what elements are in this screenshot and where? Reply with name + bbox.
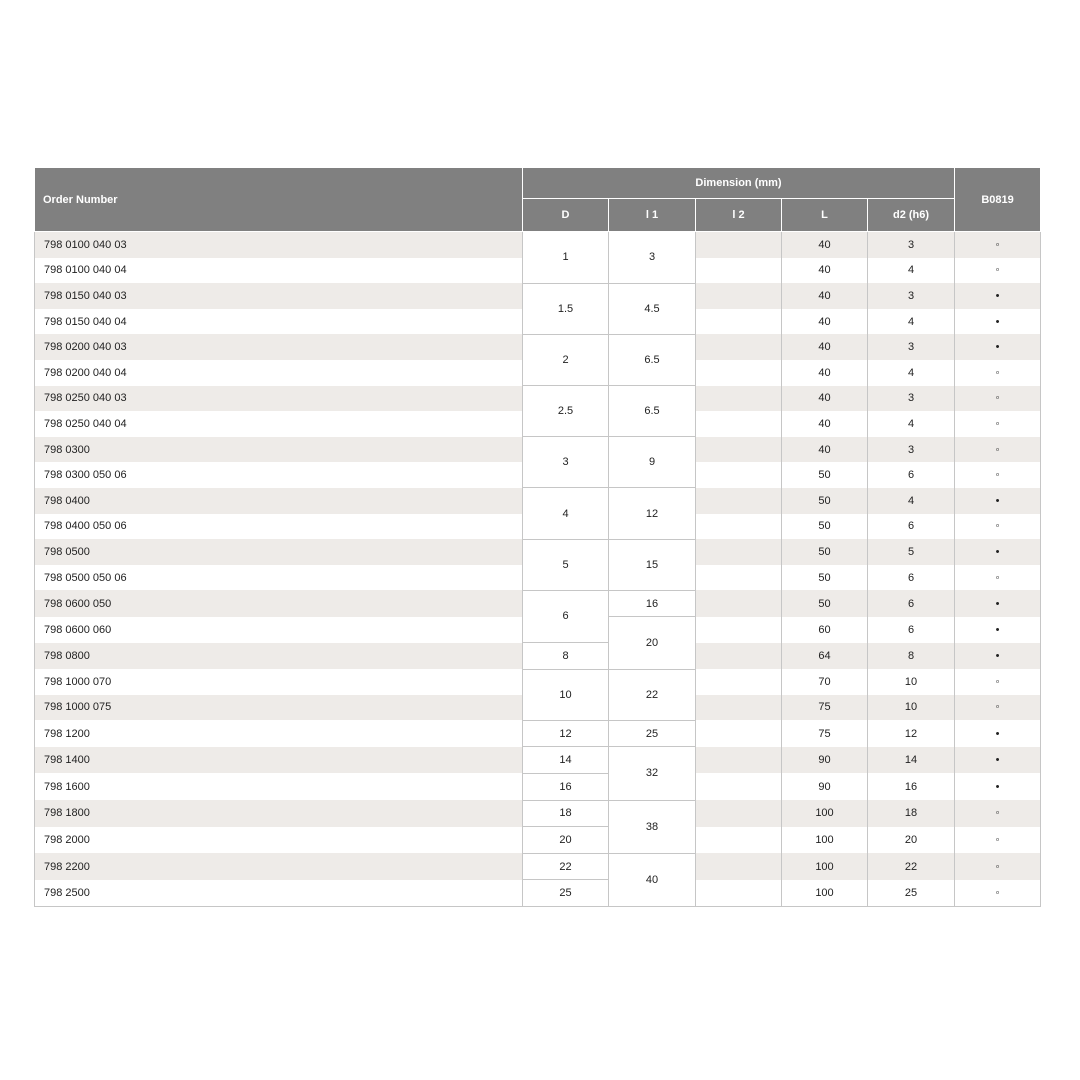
l2-cell <box>696 720 782 747</box>
length-cell: 75 <box>782 695 868 721</box>
table-row <box>35 853 1041 880</box>
availability-mark: ◦ <box>955 880 1041 907</box>
l2-header: l 2 <box>696 199 782 232</box>
table-row <box>35 334 1041 360</box>
length-cell: 64 <box>782 643 868 670</box>
order-number-cell: 798 1800 <box>35 800 523 827</box>
table-row <box>35 880 1041 907</box>
l1-cell: 40 <box>609 853 696 906</box>
d-cell: 4 <box>523 488 609 539</box>
l2-cell <box>696 283 782 309</box>
availability-mark: • <box>955 747 1041 774</box>
d2-cell: 4 <box>868 309 955 335</box>
availability-mark: • <box>955 334 1041 360</box>
order-number-cell: 798 0600 060 <box>35 617 523 643</box>
d-cell: 25 <box>523 880 609 907</box>
order-number-cell: 798 1000 070 <box>35 669 523 695</box>
length-cell: 40 <box>782 334 868 360</box>
length-cell: 50 <box>782 539 868 565</box>
availability-mark: • <box>955 590 1041 617</box>
d-cell: 16 <box>523 773 609 800</box>
table-row <box>35 232 1041 258</box>
d-cell: 2.5 <box>523 386 609 437</box>
length-cell: 50 <box>782 462 868 488</box>
l1-cell: 22 <box>609 669 696 720</box>
l2-cell <box>696 617 782 643</box>
spec-table <box>34 167 1041 907</box>
length-cell: 40 <box>782 232 868 258</box>
d2-cell: 3 <box>868 386 955 412</box>
d2-cell: 16 <box>868 773 955 800</box>
order-number-cell: 798 0200 040 03 <box>35 334 523 360</box>
d2-cell: 6 <box>868 617 955 643</box>
d2-cell: 4 <box>868 360 955 386</box>
length-cell: 50 <box>782 565 868 591</box>
table-row <box>35 643 1041 670</box>
d-cell: 10 <box>523 669 609 720</box>
order-number-cell: 798 2000 <box>35 827 523 854</box>
order-number-cell: 798 0150 040 04 <box>35 309 523 335</box>
l2-cell <box>696 853 782 880</box>
d-cell: 14 <box>523 747 609 774</box>
order-number-cell: 798 0250 040 03 <box>35 386 523 412</box>
length-cell: 90 <box>782 773 868 800</box>
d2-cell: 5 <box>868 539 955 565</box>
availability-mark: • <box>955 309 1041 335</box>
table-row <box>35 283 1041 309</box>
l2-cell <box>696 773 782 800</box>
d-cell: 3 <box>523 437 609 488</box>
availability-mark: ◦ <box>955 514 1041 540</box>
order-number-cell: 798 0400 <box>35 488 523 514</box>
length-cell: 40 <box>782 258 868 284</box>
availability-mark: ◦ <box>955 462 1041 488</box>
l2-cell <box>696 565 782 591</box>
d2-cell: 6 <box>868 565 955 591</box>
availability-mark: ◦ <box>955 232 1041 258</box>
order-number-cell: 798 1400 <box>35 747 523 774</box>
l2-cell <box>696 488 782 514</box>
order-number-cell: 798 2200 <box>35 853 523 880</box>
availability-mark: • <box>955 720 1041 747</box>
d2-cell: 4 <box>868 488 955 514</box>
l2-cell <box>696 360 782 386</box>
availability-mark: ◦ <box>955 386 1041 412</box>
availability-mark: ◦ <box>955 669 1041 695</box>
d-cell: 5 <box>523 539 609 590</box>
length-cell: 60 <box>782 617 868 643</box>
d2-cell: 10 <box>868 669 955 695</box>
availability-mark: ◦ <box>955 437 1041 463</box>
d2-cell: 3 <box>868 232 955 258</box>
order-number-cell: 798 0400 050 06 <box>35 514 523 540</box>
availability-mark: ◦ <box>955 695 1041 721</box>
order-number-cell: 798 0100 040 03 <box>35 232 523 258</box>
l2-cell <box>696 669 782 695</box>
order-number-cell: 798 2500 <box>35 880 523 907</box>
availability-mark: ◦ <box>955 258 1041 284</box>
length-cell: 100 <box>782 827 868 854</box>
d-header: D <box>523 199 609 232</box>
d2-cell: 8 <box>868 643 955 670</box>
availability-mark: • <box>955 643 1041 670</box>
order-number-cell: 798 0300 050 06 <box>35 462 523 488</box>
availability-mark: • <box>955 283 1041 309</box>
l2-cell <box>696 880 782 907</box>
dimension-header: Dimension (mm) <box>523 168 955 199</box>
l1-cell: 15 <box>609 539 696 590</box>
order-number-cell: 798 0250 040 04 <box>35 411 523 437</box>
l2-cell <box>696 539 782 565</box>
d2-cell: 6 <box>868 462 955 488</box>
order-number-cell: 798 0600 050 <box>35 590 523 617</box>
d2-cell: 20 <box>868 827 955 854</box>
table-row <box>35 827 1041 854</box>
table-row <box>35 488 1041 514</box>
order-number-cell: 798 1200 <box>35 720 523 747</box>
order-number-cell: 798 0800 <box>35 643 523 670</box>
d2-cell: 10 <box>868 695 955 721</box>
availability-mark: ◦ <box>955 360 1041 386</box>
d-cell: 20 <box>523 827 609 854</box>
d-cell: 1 <box>523 232 609 284</box>
length-cell: 40 <box>782 386 868 412</box>
table-body <box>35 232 1041 907</box>
order-number-cell: 798 0200 040 04 <box>35 360 523 386</box>
availability-mark: • <box>955 773 1041 800</box>
availability-mark: • <box>955 488 1041 514</box>
table-header <box>35 168 1041 232</box>
availability-mark: ◦ <box>955 827 1041 854</box>
d-cell: 18 <box>523 800 609 827</box>
l1-header: l 1 <box>609 199 696 232</box>
d2-cell: 12 <box>868 720 955 747</box>
l1-cell: 3 <box>609 232 696 284</box>
l2-cell <box>696 514 782 540</box>
l2-cell <box>696 462 782 488</box>
length-cell: 100 <box>782 880 868 907</box>
length-cell: 40 <box>782 309 868 335</box>
l2-cell <box>696 695 782 721</box>
length-cell: 40 <box>782 360 868 386</box>
table-row <box>35 590 1041 617</box>
l1-cell: 12 <box>609 488 696 539</box>
l1-cell: 9 <box>609 437 696 488</box>
order-number-header: Order Number <box>35 168 523 232</box>
length-cell: 90 <box>782 747 868 774</box>
availability-mark: ◦ <box>955 853 1041 880</box>
d2-cell: 4 <box>868 411 955 437</box>
table-row <box>35 773 1041 800</box>
d-cell: 22 <box>523 853 609 880</box>
availability-mark: • <box>955 617 1041 643</box>
d2-cell: 6 <box>868 590 955 617</box>
table-row <box>35 539 1041 565</box>
order-number-cell: 798 1000 075 <box>35 695 523 721</box>
length-header: L <box>782 199 868 232</box>
l2-cell <box>696 643 782 670</box>
d-cell: 8 <box>523 643 609 670</box>
table-row <box>35 747 1041 774</box>
length-cell: 50 <box>782 488 868 514</box>
l1-cell: 32 <box>609 747 696 800</box>
table-row <box>35 386 1041 412</box>
l1-cell: 16 <box>609 590 696 617</box>
length-cell: 40 <box>782 283 868 309</box>
order-number-cell: 798 0500 <box>35 539 523 565</box>
order-number-cell: 798 0300 <box>35 437 523 463</box>
order-number-cell: 798 0100 040 04 <box>35 258 523 284</box>
grade-header: B0819 <box>955 168 1041 232</box>
l1-cell: 25 <box>609 720 696 747</box>
table-row <box>35 669 1041 695</box>
length-cell: 50 <box>782 590 868 617</box>
l2-cell <box>696 411 782 437</box>
availability-mark: • <box>955 539 1041 565</box>
l2-cell <box>696 827 782 854</box>
l2-cell <box>696 590 782 617</box>
d2-cell: 14 <box>868 747 955 774</box>
l1-cell: 6.5 <box>609 334 696 385</box>
d2-cell: 3 <box>868 283 955 309</box>
table-row <box>35 437 1041 463</box>
d2-cell: 4 <box>868 258 955 284</box>
order-number-cell: 798 0150 040 03 <box>35 283 523 309</box>
d2-cell: 25 <box>868 880 955 907</box>
l1-cell: 4.5 <box>609 283 696 334</box>
d2-cell: 6 <box>868 514 955 540</box>
d2-cell: 22 <box>868 853 955 880</box>
length-cell: 40 <box>782 437 868 463</box>
availability-mark: ◦ <box>955 565 1041 591</box>
order-number-cell: 798 1600 <box>35 773 523 800</box>
d2-cell: 3 <box>868 437 955 463</box>
availability-mark: ◦ <box>955 800 1041 827</box>
d2-header: d2 (h6) <box>868 199 955 232</box>
l2-cell <box>696 334 782 360</box>
length-cell: 70 <box>782 669 868 695</box>
l2-cell <box>696 309 782 335</box>
l1-cell: 20 <box>609 617 696 669</box>
length-cell: 100 <box>782 800 868 827</box>
d-cell: 12 <box>523 720 609 747</box>
l1-cell: 38 <box>609 800 696 853</box>
l2-cell <box>696 437 782 463</box>
order-number-cell: 798 0500 050 06 <box>35 565 523 591</box>
length-cell: 100 <box>782 853 868 880</box>
length-cell: 50 <box>782 514 868 540</box>
l1-cell: 6.5 <box>609 386 696 437</box>
table-row <box>35 720 1041 747</box>
d-cell: 6 <box>523 590 609 642</box>
l2-cell <box>696 232 782 258</box>
l2-cell <box>696 747 782 774</box>
l2-cell <box>696 258 782 284</box>
length-cell: 75 <box>782 720 868 747</box>
availability-mark: ◦ <box>955 411 1041 437</box>
d-cell: 1.5 <box>523 283 609 334</box>
d2-cell: 3 <box>868 334 955 360</box>
table-row <box>35 800 1041 827</box>
l2-cell <box>696 386 782 412</box>
d2-cell: 18 <box>868 800 955 827</box>
length-cell: 40 <box>782 411 868 437</box>
d-cell: 2 <box>523 334 609 385</box>
l2-cell <box>696 800 782 827</box>
